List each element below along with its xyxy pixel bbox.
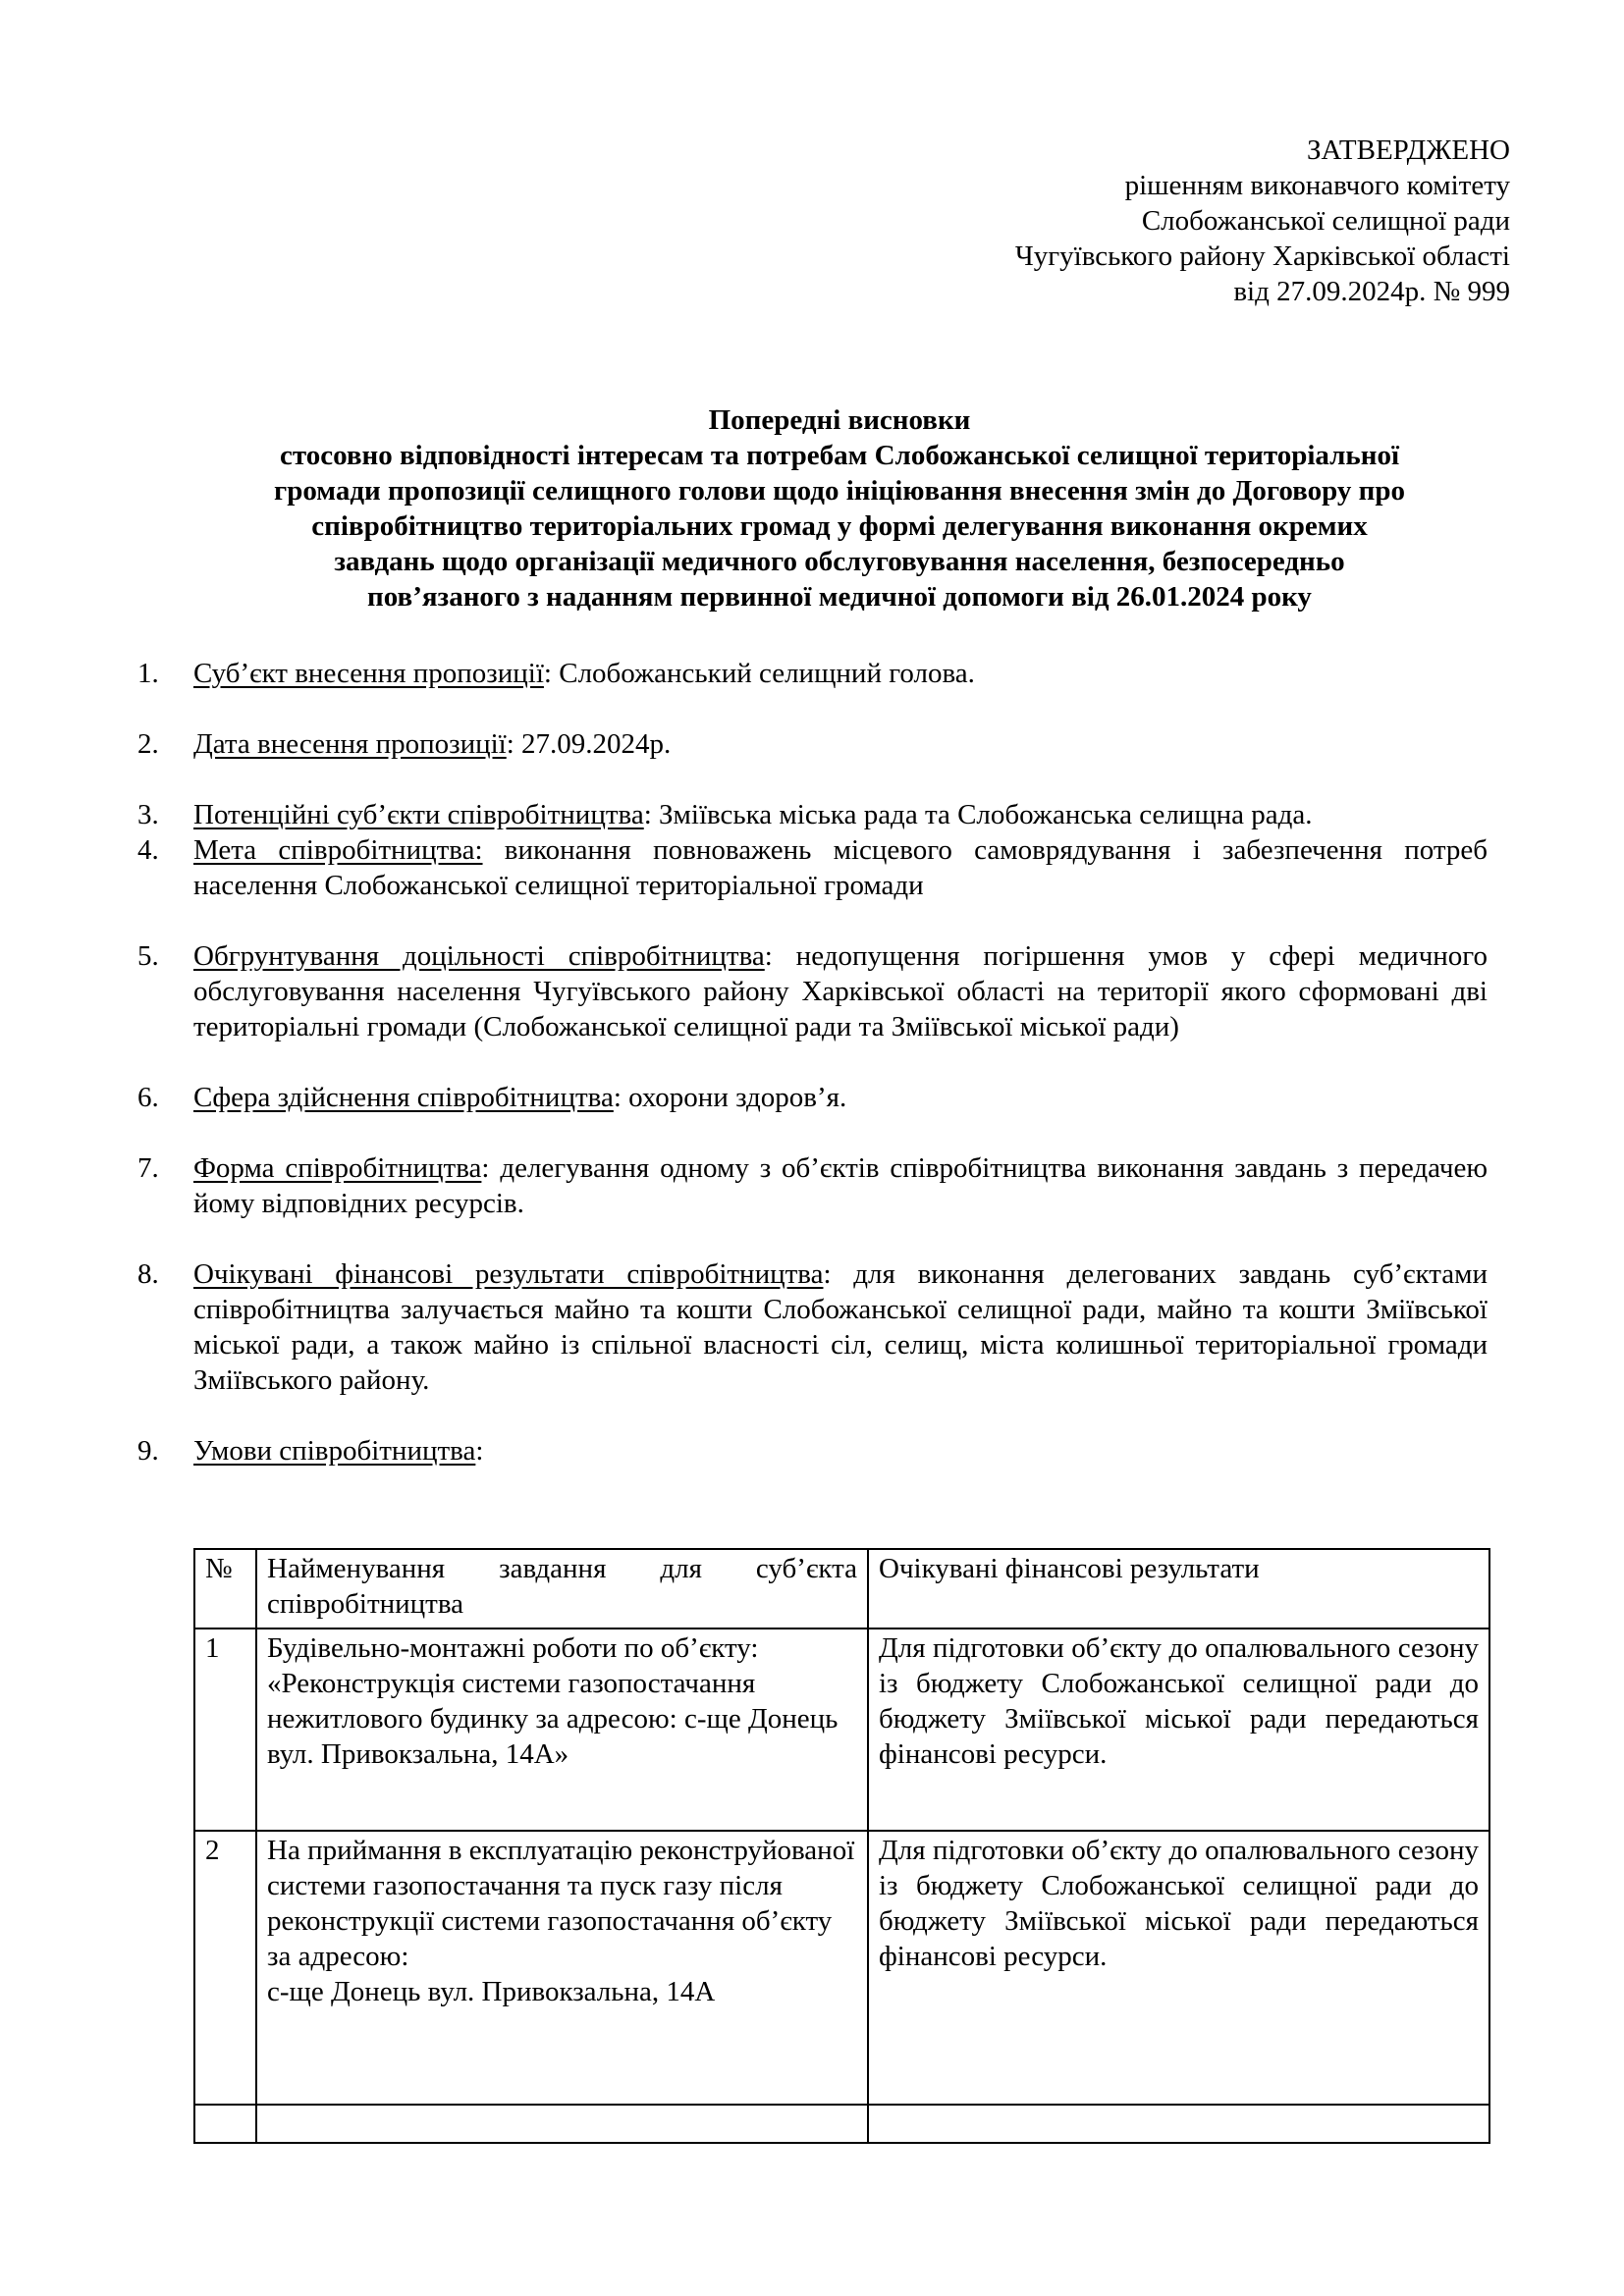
title-line: пов’язаного з наданням первинної медичної допомоги від 26.01.2024 року bbox=[367, 581, 1312, 613]
approval-line: від 27.09.2024р. № 999 bbox=[1233, 276, 1510, 307]
item-number: 5. bbox=[137, 940, 159, 972]
title-line: завдань щодо організації медичного обслуговування населення, безпосередньо bbox=[334, 546, 1345, 577]
table-row bbox=[194, 1831, 1489, 2105]
item-number: 2. bbox=[137, 728, 159, 760]
list-item bbox=[137, 1433, 1488, 1468]
table-row bbox=[194, 1629, 1489, 1831]
item-number: 4. bbox=[137, 834, 159, 866]
item-number: 7. bbox=[137, 1152, 159, 1184]
item-text: : Слобожанський селищний голова. bbox=[543, 658, 975, 689]
row-task-text: На приймання в експлуатацію реконструйованої системи газопостачання та пуск газу після реконструкції системи газопостачання об’єкту за адресою: bbox=[267, 1835, 855, 1972]
item-label: Потенційні суб’єкти співробітництва bbox=[193, 799, 644, 830]
table-empty-row bbox=[194, 2105, 1489, 2143]
list-item bbox=[137, 938, 1488, 1044]
approval-line: ЗАТВЕРДЖЕНО bbox=[1306, 134, 1510, 166]
table-header-row bbox=[194, 1549, 1489, 1629]
row-number: 1 bbox=[194, 1629, 256, 1831]
item-label: Сфера здійснення співробітництва bbox=[193, 1082, 614, 1113]
empty-cell bbox=[868, 2105, 1489, 2143]
row-task-address: с-ще Донець вул. Привокзальна, 14А bbox=[267, 1976, 716, 2007]
list-item bbox=[137, 656, 1488, 691]
conditions-table bbox=[193, 1548, 1490, 2144]
item-label: Дата внесення пропозиції bbox=[193, 728, 507, 760]
item-label: Суб’єкт внесення пропозиції bbox=[193, 658, 544, 689]
item-label: Форма співробітництва bbox=[193, 1152, 482, 1184]
item-text: : для виконання делегованих завдань суб’єктами співробітництва залучається майно та кошти Слобожанської селищної ради, майно та кошти Зміївської міської ради, а також майно із спільної власності сіл, селищ, міста колишньої територіальної громади Зміївського району. bbox=[193, 1258, 1488, 1396]
item-text: виконання повноважень місцевого самоврядування і забезпечення потреб населення Слобожанської селищної територіальної громади bbox=[193, 834, 1488, 901]
row-task: Будівельно-монтажні роботи по об’єкту: «Реконструкція системи газопостачання нежитлового будинку за адресою: с-ще Донець вул. Привокзальна, 14А» bbox=[256, 1629, 868, 1831]
list-item bbox=[137, 797, 1488, 832]
item-label: Умови співробітництва bbox=[193, 1435, 476, 1467]
item-number: 8. bbox=[137, 1258, 159, 1290]
item-text: : 27.09.2024р. bbox=[506, 728, 672, 760]
item-label: Обгрунтування доцільності співробітництва bbox=[193, 940, 765, 972]
list-item bbox=[137, 1150, 1488, 1221]
title-line: громади пропозиції селищного голови щодо ініціювання внесення змін до Договору про bbox=[274, 475, 1405, 507]
item-text: : Зміївська міська рада та Слобожанська селищна рада. bbox=[643, 799, 1313, 830]
title-line: стосовно відповідності інтересам та потребам Слобожанської селищної територіальної bbox=[279, 440, 1400, 471]
document-title bbox=[191, 402, 1488, 614]
list-item bbox=[137, 832, 1488, 903]
row-number: 2 bbox=[194, 1831, 256, 2105]
row-result: Для підготовки об’єкту до опалювального сезону із бюджету Слобожанської селищної ради до бюджету Зміївської міської ради передаються фінансові ресурси. bbox=[868, 1629, 1489, 1831]
item-number: 6. bbox=[137, 1082, 159, 1113]
title-line: співробітництво територіальних громад у формі делегування виконання окремих bbox=[311, 510, 1368, 542]
title-line: Попередні висновки bbox=[708, 404, 971, 436]
approval-line: рішенням виконавчого комітету bbox=[1124, 170, 1510, 201]
item-text: : недопущення погіршення умов у сфері медичного обслуговування населення Чугуївського району Харківської області на території якого сформовані дві територіальні громади (Слобожанської селищної ради та Зміївської міської ради) bbox=[193, 940, 1488, 1042]
header-number: № bbox=[194, 1549, 256, 1629]
item-number: 3. bbox=[137, 799, 159, 830]
list-item bbox=[137, 1256, 1488, 1398]
item-text: : bbox=[475, 1435, 484, 1467]
item-number: 1. bbox=[137, 658, 159, 689]
item-label: Очікувані фінансові результати співробітництва bbox=[193, 1258, 824, 1290]
header-result: Очікувані фінансові результати bbox=[868, 1549, 1489, 1629]
numbered-list bbox=[137, 656, 1488, 1468]
row-task bbox=[256, 1831, 868, 2105]
row-result: Для підготовки об’єкту до опалювального сезону із бюджету Слобожанської селищної ради до бюджету Зміївської міської ради передаються фінансові ресурси. bbox=[868, 1831, 1489, 2105]
list-item bbox=[137, 726, 1488, 762]
approval-stamp bbox=[1015, 133, 1510, 309]
approval-line: Слобожанської селищної ради bbox=[1141, 205, 1510, 237]
item-text: : делегування одному з об’єктів співробітництва виконання завдань з передачею йому відповідних ресурсів. bbox=[193, 1152, 1488, 1219]
item-label: Мета співробітництва: bbox=[193, 834, 483, 866]
list-item bbox=[137, 1080, 1488, 1115]
empty-cell bbox=[256, 2105, 868, 2143]
empty-cell bbox=[194, 2105, 256, 2143]
header-task: Найменування завдання для суб’єкта співробітництва bbox=[256, 1549, 868, 1629]
item-number: 9. bbox=[137, 1435, 159, 1467]
approval-line: Чугуївського району Харківської області bbox=[1014, 240, 1510, 272]
item-text: : охорони здоров’я. bbox=[613, 1082, 847, 1113]
